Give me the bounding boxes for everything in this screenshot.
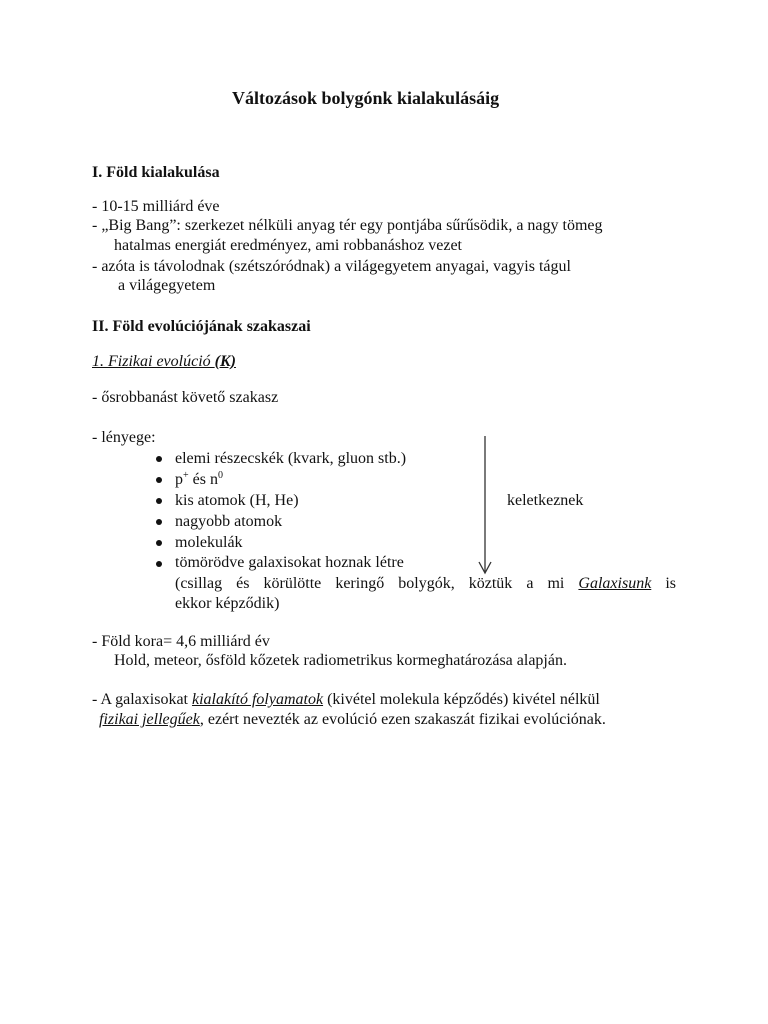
paren-text-end: is [651,575,677,592]
final-text-mid: (kivétel molekula képződés) kivétel nélkül [323,691,600,708]
bullet-icon [156,477,162,483]
galaxisunk-link: Galaxisunk [578,575,652,592]
section2-line: - ősrobbanást követő szakasz [92,389,279,406]
kialakito-folyamatok-link: kialakító folyamatok [191,691,324,708]
earth-age-detail: Hold, meteor, ősföld kőzetek radiometrikus kormeghatározása alapján. [114,652,567,669]
proton-symbol: p [175,471,183,488]
subsection-k-marker: (K) [214,353,236,370]
list-item: nagyobb atomok [175,513,283,530]
section1-line: - 10-15 milliárd éve [92,198,220,215]
list-item: tömörödve galaxisokat hoznak létre [175,554,404,571]
proton-charge: + [183,470,189,481]
section1-heading: I. Föld kialakulása [92,164,220,181]
subsection-heading [92,352,236,372]
parenthetical-line [175,574,676,594]
lenyege-label: - lényege: [92,429,156,446]
neutron-text: és n [188,471,218,488]
final-text-end: , ezért nevezték az evolúció ezen szakaszát fizikai evolúciónak. [199,711,606,728]
bullet-icon [156,456,162,462]
parenthetical-line2: ekkor képződik) [175,595,280,612]
list-item: elemi részecskék (kvark, gluon stb.) [175,450,407,467]
bullet-icon [156,519,162,525]
section1-line: a világegyetem [118,277,216,294]
section1-line: - „Big Bang”: szerkezet nélküli anyag tér egy pontjába sűrűsödik, a nagy tömeg [92,217,603,234]
neutron-charge: 0 [217,470,223,481]
list-item [175,470,223,490]
final-line2 [99,710,606,730]
section1-line: - azóta is távolodnak (szétszóródnak) a világegyetem anyagai, vagyis tágul [92,258,571,275]
section2-heading: II. Föld evolúciójának szakaszai [92,318,311,335]
list-item: kis atomok (H, He) [175,492,299,509]
list-item: molekulák [175,534,243,551]
section1-line: hatalmas energiát eredményez, ami robbanáshoz vezet [114,237,462,254]
bullet-icon [156,561,162,567]
down-arrow-icon [478,436,492,576]
final-line [92,690,600,710]
bullet-icon [156,540,162,546]
fizikai-jellegu-link: fizikai jellegűek [99,711,200,728]
subsection-title: 1. Fizikai evolúció [92,353,215,370]
bullet-icon [156,498,162,504]
final-text: - A galaxisokat [92,691,192,708]
arrow-label: keletkeznek [507,492,584,509]
page-title: Változások bolygónk kialakulásáig [232,88,500,108]
paren-text: (csillag és körülötte keringő bolygók, köztük a mi [175,575,579,592]
earth-age-line: - Föld kora= 4,6 milliárd év [92,633,270,650]
